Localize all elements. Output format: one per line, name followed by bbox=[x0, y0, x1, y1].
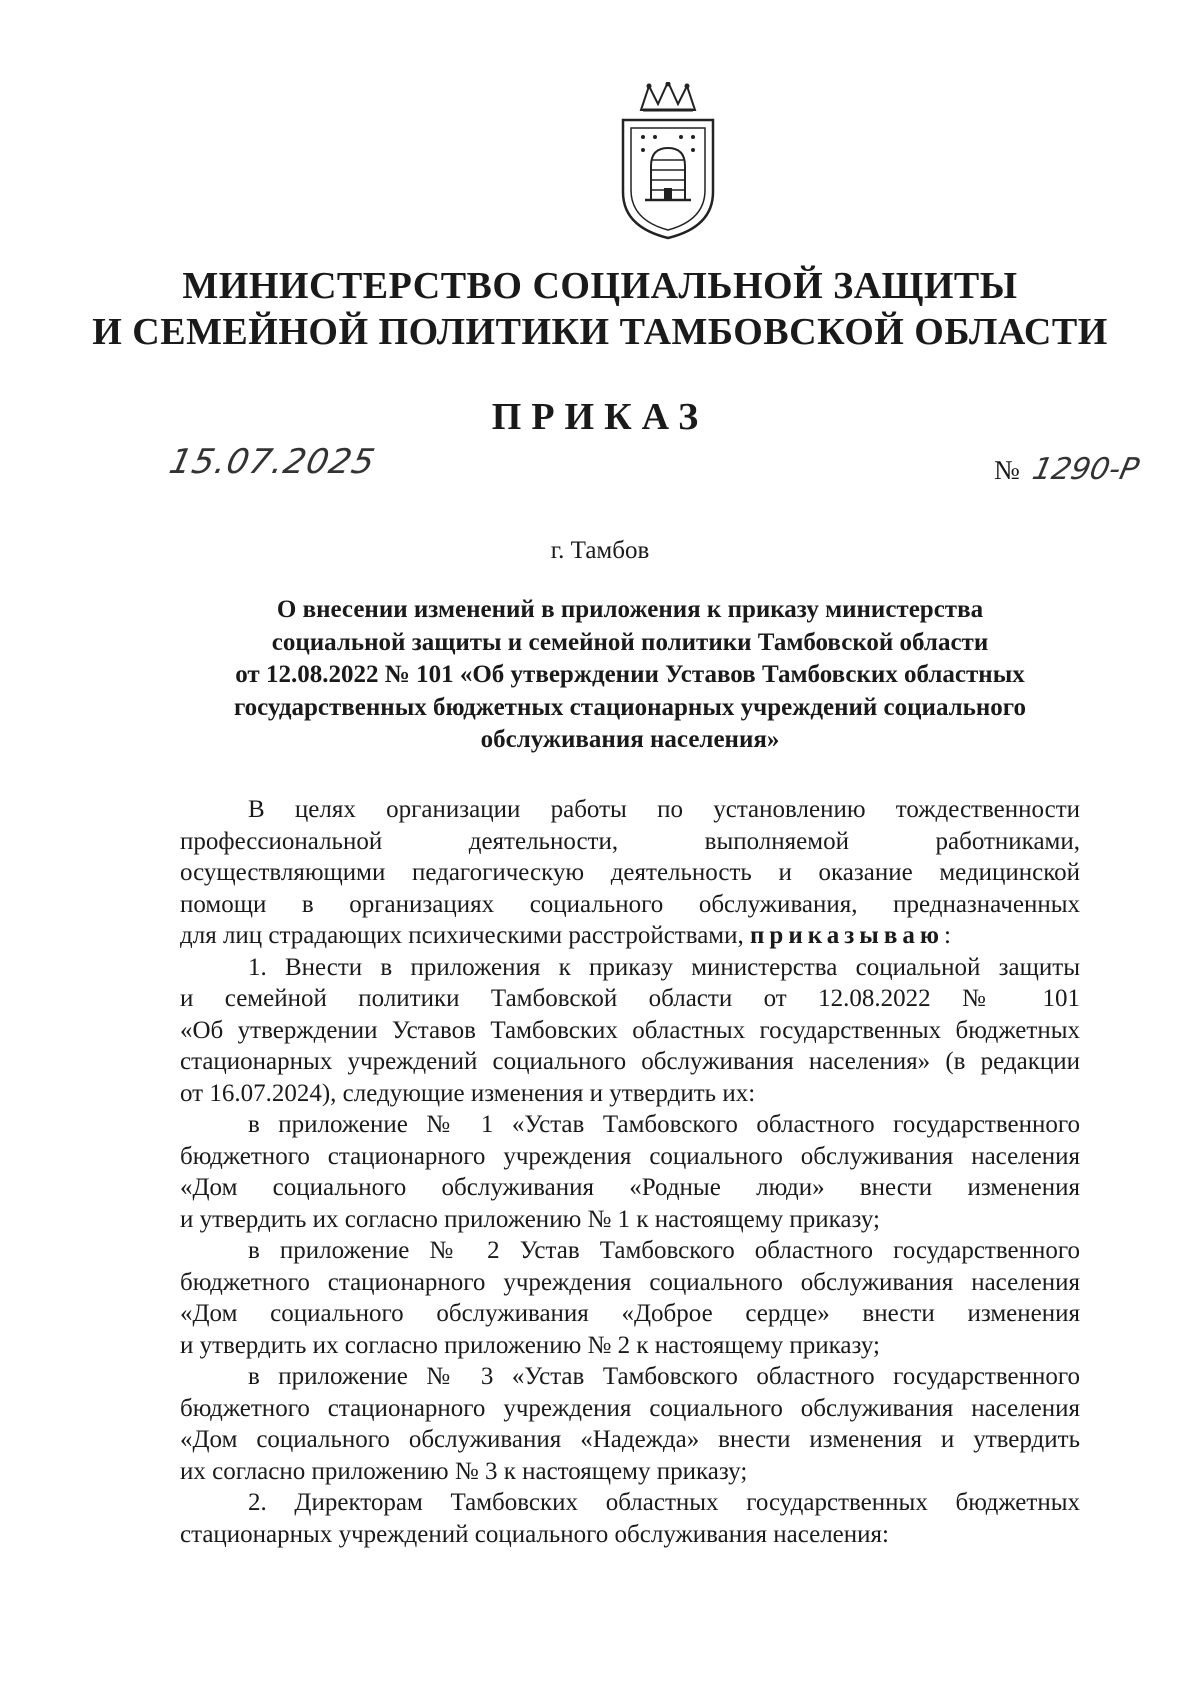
ministry-name-line-1: МИНИСТЕРСТВО СОЦИАЛЬНОЙ ЗАЩИТЫ bbox=[182, 265, 1018, 307]
item-1-line: и семейной политики Тамбовской области от 12.08.2022 № 101 bbox=[180, 985, 1080, 1012]
number-sign: № bbox=[994, 455, 1020, 485]
subitem-2-line: и утвердить их согласно приложению № 2 к настоящему приказу; bbox=[180, 1331, 880, 1359]
item-2-line: стационарных учреждений социального обслуживания населения: bbox=[180, 1520, 889, 1548]
handwritten-number: 1290-Р bbox=[1028, 452, 1142, 487]
subitem-3-line: в приложение № 3 «Устав Тамбовского областного государственного bbox=[248, 1363, 1080, 1390]
item-1-line: «Об утверждении Уставов Тамбовских областных государственных бюджетных bbox=[180, 1016, 1080, 1044]
preamble-line: помощи в организациях социального обслуживания, предназначенных bbox=[180, 890, 1080, 918]
subitem-2-line: «Дом социального обслуживания «Доброе сердце» внести изменения bbox=[180, 1300, 1080, 1327]
subitem-1-line: бюджетного стационарного учреждения социального обслуживания населения bbox=[180, 1142, 1080, 1170]
subitem-3-line: «Дом социального обслуживания «Надежда» внести изменения и утвердить bbox=[180, 1426, 1080, 1453]
subitem-1-line: «Дом социального обслуживания «Родные люди» внести изменения bbox=[180, 1174, 1080, 1201]
title-line: государственных бюджетных стационарных учреждений социального bbox=[233, 693, 1027, 721]
item-1-line: 1. Внести в приложения к приказу министерства социальной защиты bbox=[248, 953, 1080, 981]
order-title bbox=[195, 594, 1065, 757]
preamble-line: профессиональной деятельности, выполняемой работниками, bbox=[180, 827, 1080, 855]
subitem-3-line: бюджетного стационарного учреждения социального обслуживания населения bbox=[180, 1394, 1080, 1422]
preamble-line: осуществляющими педагогическую деятельность и оказание медицинской bbox=[180, 859, 1080, 886]
preamble-line: В целях организации работы по установлению тождественности bbox=[248, 796, 1080, 823]
title-line: от 12.08.2022 № 101 «Об утверждении Уставов Тамбовских областных bbox=[235, 661, 1025, 688]
subitem-1-line: в приложение № 1 «Устав Тамбовского областного государственного bbox=[248, 1111, 1080, 1138]
subitem-1-line: и утвердить их согласно приложению № 1 к настоящему приказу; bbox=[180, 1205, 880, 1233]
document-body bbox=[180, 794, 1080, 1550]
order-colon: : bbox=[943, 922, 951, 949]
coat-of-arms-icon bbox=[613, 82, 723, 242]
document-type: ПРИКАЗ bbox=[491, 396, 709, 438]
city: г. Тамбов bbox=[550, 537, 650, 564]
preamble-line-last bbox=[180, 920, 1080, 952]
title-line: О внесении изменений в приложения к приказу министерства bbox=[276, 596, 984, 623]
item-1-line: стационарных учреждений социального обслуживания населения» (в редакции bbox=[180, 1048, 1080, 1075]
title-line: социальной защиты и семейной политики Тамбовской области bbox=[271, 628, 989, 656]
preamble-text: для лиц страдающих психическими расстройствами, bbox=[180, 922, 744, 949]
item-2-line: 2. Директорам Тамбовских областных государственных бюджетных bbox=[248, 1489, 1080, 1516]
item-1-line: от 16.07.2024), следующие изменения и утвердить их: bbox=[180, 1079, 756, 1107]
order-word: приказываю bbox=[750, 922, 944, 949]
handwritten-date: 15.07.2025 bbox=[165, 442, 379, 482]
subitem-3-line: их согласно приложению № 3 к настоящему приказу; bbox=[180, 1457, 748, 1485]
title-line: обслуживания населения» bbox=[480, 726, 780, 753]
subitem-2-line: в приложение № 2 Устав Тамбовского областного государственного bbox=[248, 1237, 1080, 1264]
ministry-name-line-2: И СЕМЕЙНОЙ ПОЛИТИКИ ТАМБОВСКОЙ ОБЛАСТИ bbox=[92, 311, 1108, 353]
subitem-2-line: бюджетного стационарного учреждения социального обслуживания населения bbox=[180, 1268, 1080, 1296]
document-number bbox=[994, 452, 1142, 487]
